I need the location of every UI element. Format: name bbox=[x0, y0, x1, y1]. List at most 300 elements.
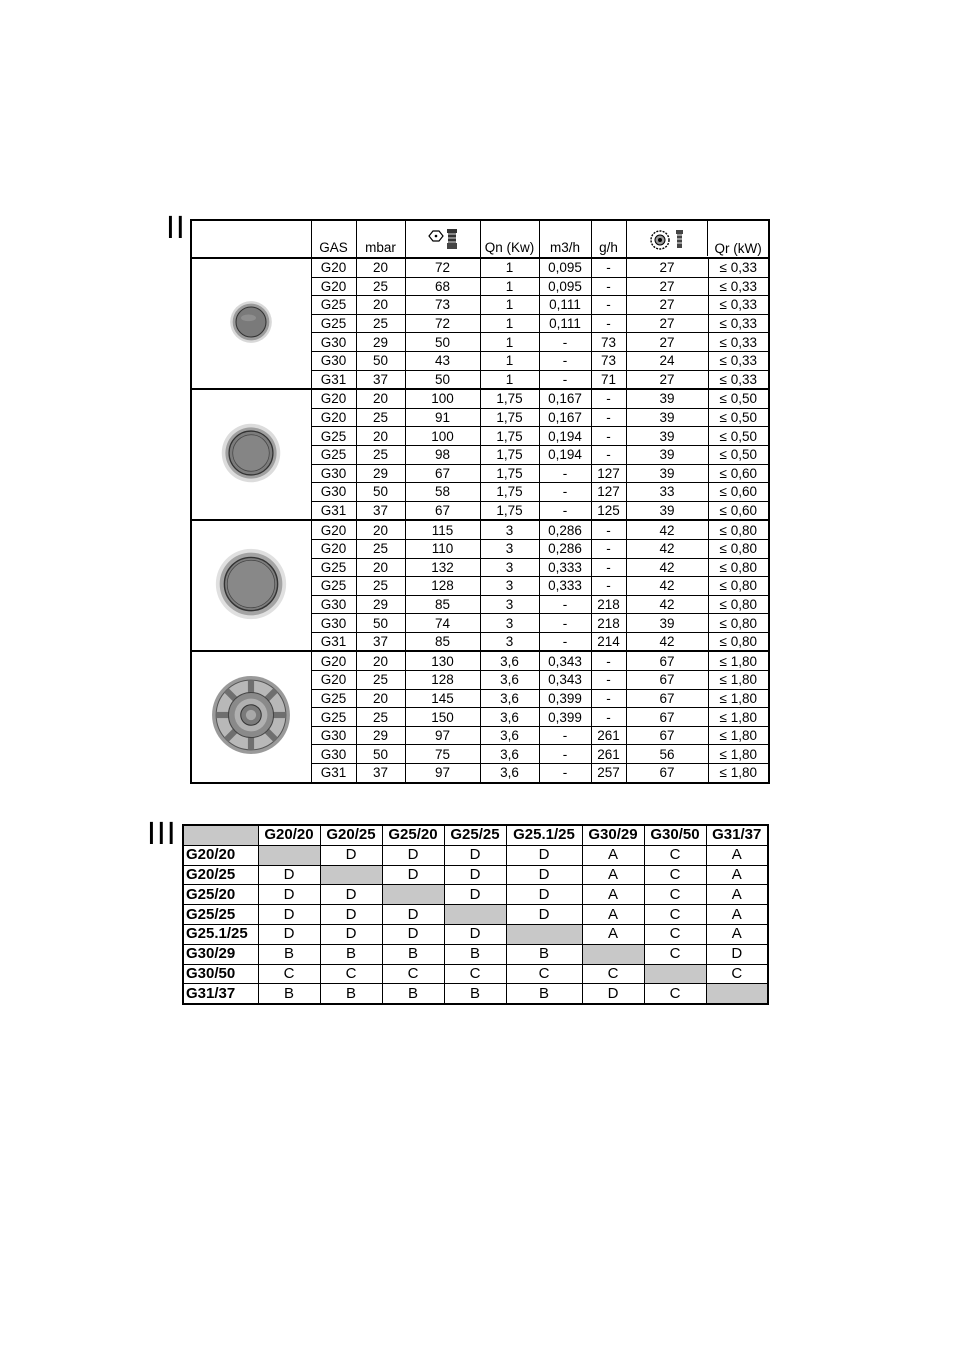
cell-gh: - bbox=[591, 708, 626, 727]
table-row bbox=[183, 964, 768, 984]
cell-qr: ≤ 1,80 bbox=[708, 745, 769, 764]
cell-gas: G30 bbox=[311, 595, 356, 614]
cell-injector: 50 bbox=[405, 370, 480, 389]
conversion-cell: C bbox=[382, 964, 444, 984]
cell-qr: ≤ 1,80 bbox=[708, 726, 769, 745]
cell-qn: 3 bbox=[480, 520, 539, 539]
conversion-cell: D bbox=[506, 885, 582, 905]
conversion-cell: D bbox=[320, 845, 382, 865]
cell-reduced: 27 bbox=[626, 314, 708, 333]
cell-gh: - bbox=[591, 314, 626, 333]
row-header: G30/29 bbox=[183, 944, 258, 964]
cell-m3h: - bbox=[539, 614, 591, 633]
cell-gas: G20 bbox=[311, 539, 356, 558]
column-header: G25.1/25 bbox=[506, 825, 582, 845]
conversion-cell: D bbox=[706, 944, 768, 964]
conversion-cell: D bbox=[444, 865, 506, 885]
shaded-cell bbox=[320, 865, 382, 885]
cell-reduced: 42 bbox=[626, 520, 708, 539]
cell-reduced: 67 bbox=[626, 708, 708, 727]
cell-gh: 127 bbox=[591, 483, 626, 502]
cell-injector: 100 bbox=[405, 427, 480, 446]
cell-injector: 91 bbox=[405, 408, 480, 427]
cell-reduced: 39 bbox=[626, 501, 708, 520]
cell-gh: - bbox=[591, 651, 626, 670]
cell-qn: 3 bbox=[480, 577, 539, 596]
cell-reduced: 27 bbox=[626, 277, 708, 296]
conversion-cell: D bbox=[258, 865, 320, 885]
shaded-cell bbox=[644, 964, 706, 984]
cell-mbar: 50 bbox=[356, 483, 405, 502]
cell-mbar: 25 bbox=[356, 577, 405, 596]
cell-injector: 72 bbox=[405, 314, 480, 333]
header-injector bbox=[405, 220, 480, 258]
cell-gh: 261 bbox=[591, 745, 626, 764]
conversion-cell: B bbox=[444, 944, 506, 964]
cell-m3h: - bbox=[539, 632, 591, 651]
cell-gh: 257 bbox=[591, 764, 626, 783]
conversion-cell: D bbox=[320, 905, 382, 925]
cell-reduced: 67 bbox=[626, 651, 708, 670]
cell-injector: 128 bbox=[405, 671, 480, 690]
cell-gh: - bbox=[591, 577, 626, 596]
conversion-cell: B bbox=[382, 984, 444, 1004]
cell-m3h: 0,194 bbox=[539, 445, 591, 464]
cell-gas: G20 bbox=[311, 671, 356, 690]
cell-gh: 218 bbox=[591, 614, 626, 633]
cell-qr: ≤ 1,80 bbox=[708, 671, 769, 690]
cell-m3h: - bbox=[539, 745, 591, 764]
conversion-cell: D bbox=[258, 924, 320, 944]
cell-qn: 1 bbox=[480, 296, 539, 315]
cell-reduced: 42 bbox=[626, 577, 708, 596]
cell-gh: - bbox=[591, 427, 626, 446]
cell-qn: 3,6 bbox=[480, 745, 539, 764]
cell-qr: ≤ 0,33 bbox=[708, 296, 769, 315]
cell-injector: 110 bbox=[405, 539, 480, 558]
cell-qn: 3,6 bbox=[480, 764, 539, 783]
cell-reduced: 39 bbox=[626, 408, 708, 427]
conversion-cell: D bbox=[320, 924, 382, 944]
cell-injector: 85 bbox=[405, 595, 480, 614]
header-blank bbox=[191, 220, 311, 258]
cell-injector: 132 bbox=[405, 558, 480, 577]
conversion-cell: A bbox=[706, 885, 768, 905]
cell-qn: 1,75 bbox=[480, 464, 539, 483]
cell-reduced: 39 bbox=[626, 464, 708, 483]
row-header: G31/37 bbox=[183, 984, 258, 1004]
burner-image-cell bbox=[191, 520, 311, 651]
cell-injector: 97 bbox=[405, 726, 480, 745]
table-row bbox=[183, 924, 768, 944]
cell-qr: ≤ 1,80 bbox=[708, 689, 769, 708]
cell-reduced: 67 bbox=[626, 689, 708, 708]
conversion-cell: D bbox=[382, 865, 444, 885]
conversion-cell: B bbox=[506, 984, 582, 1004]
header-reduced bbox=[626, 220, 769, 258]
cell-gas: G30 bbox=[311, 464, 356, 483]
cell-mbar: 25 bbox=[356, 539, 405, 558]
burner-image-cell bbox=[191, 258, 311, 389]
cell-qn: 3 bbox=[480, 539, 539, 558]
cell-injector: 67 bbox=[405, 501, 480, 520]
cell-gh: 218 bbox=[591, 595, 626, 614]
cell-reduced: 42 bbox=[626, 595, 708, 614]
shaded-cell bbox=[506, 924, 582, 944]
row-header: G25/25 bbox=[183, 905, 258, 925]
cell-reduced: 67 bbox=[626, 726, 708, 745]
conversion-cell: C bbox=[582, 964, 644, 984]
cell-m3h: 0,095 bbox=[539, 277, 591, 296]
conversion-cell: B bbox=[258, 944, 320, 964]
cell-injector: 130 bbox=[405, 651, 480, 670]
cell-injector: 67 bbox=[405, 464, 480, 483]
table-row bbox=[191, 651, 769, 670]
cell-qr: ≤ 0,60 bbox=[708, 464, 769, 483]
cell-gh: 125 bbox=[591, 501, 626, 520]
cell-m3h: 0,343 bbox=[539, 671, 591, 690]
shaded-cell bbox=[258, 845, 320, 865]
cell-gas: G25 bbox=[311, 708, 356, 727]
cell-gh: - bbox=[591, 558, 626, 577]
cell-qr: ≤ 0,80 bbox=[708, 558, 769, 577]
cell-m3h: - bbox=[539, 764, 591, 783]
table-row bbox=[191, 258, 769, 277]
row-header: G25.1/25 bbox=[183, 924, 258, 944]
cell-m3h: - bbox=[539, 501, 591, 520]
header-qn: Qn (Kw) bbox=[480, 220, 539, 258]
cell-qr: ≤ 0,33 bbox=[708, 314, 769, 333]
cell-gh: - bbox=[591, 408, 626, 427]
cell-mbar: 29 bbox=[356, 464, 405, 483]
cell-gas: G30 bbox=[311, 614, 356, 633]
conversion-cell: C bbox=[320, 964, 382, 984]
cell-qr: ≤ 0,33 bbox=[708, 258, 769, 277]
cell-gas: G20 bbox=[311, 651, 356, 670]
cell-gh: 214 bbox=[591, 632, 626, 651]
cell-m3h: 0,111 bbox=[539, 296, 591, 315]
cell-gas: G30 bbox=[311, 726, 356, 745]
conversion-cell: A bbox=[582, 865, 644, 885]
cell-mbar: 50 bbox=[356, 351, 405, 370]
header-gh: g/h bbox=[591, 220, 626, 258]
cell-qr: ≤ 0,60 bbox=[708, 501, 769, 520]
cell-reduced: 33 bbox=[626, 483, 708, 502]
cell-qr: ≤ 1,80 bbox=[708, 651, 769, 670]
triple-crown-burner-icon bbox=[210, 744, 292, 759]
cell-injector: 100 bbox=[405, 389, 480, 408]
cell-mbar: 25 bbox=[356, 671, 405, 690]
cell-qn: 1 bbox=[480, 370, 539, 389]
cell-gh: - bbox=[591, 671, 626, 690]
large-burner-icon bbox=[213, 610, 289, 625]
conversion-cell: C bbox=[444, 964, 506, 984]
table-row bbox=[183, 905, 768, 925]
cell-qr: ≤ 0,80 bbox=[708, 595, 769, 614]
cell-mbar: 25 bbox=[356, 277, 405, 296]
column-header: G30/50 bbox=[644, 825, 706, 845]
cell-m3h: 0,286 bbox=[539, 520, 591, 539]
cell-m3h: 0,167 bbox=[539, 408, 591, 427]
column-header: G20/20 bbox=[258, 825, 320, 845]
table3-header-row bbox=[183, 825, 768, 845]
conversion-cell: D bbox=[444, 885, 506, 905]
conversion-cell: C bbox=[258, 964, 320, 984]
shaded-cell bbox=[706, 984, 768, 1004]
conversion-cell: B bbox=[320, 984, 382, 1004]
conversion-cell: A bbox=[582, 924, 644, 944]
conversion-cell: C bbox=[706, 964, 768, 984]
conversion-cell: C bbox=[506, 964, 582, 984]
cell-m3h: 0,111 bbox=[539, 314, 591, 333]
cell-gas: G31 bbox=[311, 501, 356, 520]
cell-qr: ≤ 0,33 bbox=[708, 333, 769, 352]
cell-gh: 127 bbox=[591, 464, 626, 483]
conversion-cell: A bbox=[582, 845, 644, 865]
cell-gh: - bbox=[591, 539, 626, 558]
conversion-cell: D bbox=[320, 885, 382, 905]
conversion-cell: C bbox=[644, 905, 706, 925]
cell-qn: 3 bbox=[480, 614, 539, 633]
cell-qr: ≤ 0,80 bbox=[708, 520, 769, 539]
cell-qn: 3 bbox=[480, 558, 539, 577]
cell-qn: 1,75 bbox=[480, 389, 539, 408]
cell-injector: 150 bbox=[405, 708, 480, 727]
cell-gas: G20 bbox=[311, 258, 356, 277]
column-header: G30/29 bbox=[582, 825, 644, 845]
cell-injector: 50 bbox=[405, 333, 480, 352]
cell-injector: 73 bbox=[405, 296, 480, 315]
cell-m3h: - bbox=[539, 351, 591, 370]
cell-qr: ≤ 0,80 bbox=[708, 577, 769, 596]
cell-gas: G30 bbox=[311, 483, 356, 502]
cell-gas: G30 bbox=[311, 745, 356, 764]
cell-mbar: 50 bbox=[356, 614, 405, 633]
cell-gas: G31 bbox=[311, 632, 356, 651]
header-qr: Qr (kW) bbox=[707, 221, 768, 256]
cell-qn: 1 bbox=[480, 351, 539, 370]
table-row bbox=[183, 984, 768, 1004]
shaded-cell bbox=[582, 944, 644, 964]
cell-gas: G31 bbox=[311, 764, 356, 783]
cell-mbar: 20 bbox=[356, 520, 405, 539]
cell-mbar: 29 bbox=[356, 333, 405, 352]
burner-group bbox=[191, 258, 769, 389]
cell-m3h: 0,194 bbox=[539, 427, 591, 446]
column-header: G31/37 bbox=[706, 825, 768, 845]
cell-gas: G20 bbox=[311, 408, 356, 427]
burner-gas-table bbox=[190, 219, 770, 784]
cell-injector: 72 bbox=[405, 258, 480, 277]
conversion-cell: A bbox=[706, 845, 768, 865]
cell-gh: 73 bbox=[591, 351, 626, 370]
conversion-cell: C bbox=[644, 944, 706, 964]
medium-burner-icon bbox=[219, 473, 283, 488]
cell-mbar: 37 bbox=[356, 501, 405, 520]
cell-m3h: - bbox=[539, 726, 591, 745]
cell-mbar: 25 bbox=[356, 445, 405, 464]
conversion-cell: D bbox=[506, 845, 582, 865]
cell-mbar: 29 bbox=[356, 726, 405, 745]
cell-reduced: 67 bbox=[626, 764, 708, 783]
cell-reduced: 27 bbox=[626, 258, 708, 277]
cell-gas: G25 bbox=[311, 689, 356, 708]
cell-qn: 3,6 bbox=[480, 708, 539, 727]
conversion-cell: D bbox=[506, 905, 582, 925]
shaded-cell bbox=[444, 905, 506, 925]
row-header: G20/20 bbox=[183, 845, 258, 865]
cell-mbar: 20 bbox=[356, 558, 405, 577]
row-header: G25/20 bbox=[183, 885, 258, 905]
cell-mbar: 25 bbox=[356, 408, 405, 427]
conversion-cell: D bbox=[382, 845, 444, 865]
cell-qr: ≤ 0,50 bbox=[708, 445, 769, 464]
cell-m3h: - bbox=[539, 333, 591, 352]
header-m3h: m3/h bbox=[539, 220, 591, 258]
header-gas: GAS bbox=[311, 220, 356, 258]
conversion-cell: D bbox=[382, 905, 444, 925]
cell-mbar: 29 bbox=[356, 595, 405, 614]
table-row bbox=[183, 885, 768, 905]
cell-qr: ≤ 0,80 bbox=[708, 539, 769, 558]
cell-injector: 85 bbox=[405, 632, 480, 651]
cell-mbar: 25 bbox=[356, 708, 405, 727]
cell-reduced: 39 bbox=[626, 427, 708, 446]
conversion-cell: A bbox=[582, 905, 644, 925]
conversion-cell: C bbox=[644, 845, 706, 865]
table2-header-row bbox=[191, 220, 769, 258]
cell-m3h: 0,286 bbox=[539, 539, 591, 558]
cell-qn: 3 bbox=[480, 632, 539, 651]
conversion-cell: D bbox=[444, 924, 506, 944]
cell-injector: 115 bbox=[405, 520, 480, 539]
conversion-cell: B bbox=[320, 944, 382, 964]
cell-m3h: - bbox=[539, 464, 591, 483]
cell-gh: - bbox=[591, 296, 626, 315]
cell-qn: 1 bbox=[480, 333, 539, 352]
gas-conversion-table bbox=[182, 824, 769, 1005]
cell-mbar: 20 bbox=[356, 651, 405, 670]
cell-m3h: 0,333 bbox=[539, 577, 591, 596]
conversion-cell: D bbox=[258, 905, 320, 925]
cell-mbar: 20 bbox=[356, 689, 405, 708]
cell-qr: ≤ 0,50 bbox=[708, 408, 769, 427]
section-label-iii: III bbox=[147, 817, 177, 852]
cell-injector: 75 bbox=[405, 745, 480, 764]
conversion-cell: D bbox=[582, 984, 644, 1004]
cell-qr: ≤ 0,50 bbox=[708, 389, 769, 408]
column-header: G25/25 bbox=[444, 825, 506, 845]
cell-reduced: 27 bbox=[626, 296, 708, 315]
cell-reduced: 39 bbox=[626, 445, 708, 464]
conversion-cell: D bbox=[444, 845, 506, 865]
conversion-cell: B bbox=[382, 944, 444, 964]
cell-reduced: 27 bbox=[626, 370, 708, 389]
cell-injector: 97 bbox=[405, 764, 480, 783]
cell-gas: G20 bbox=[311, 389, 356, 408]
cell-m3h: 0,333 bbox=[539, 558, 591, 577]
cell-injector: 145 bbox=[405, 689, 480, 708]
cell-qr: ≤ 0,33 bbox=[708, 370, 769, 389]
cell-gas: G25 bbox=[311, 296, 356, 315]
cell-qr: ≤ 0,50 bbox=[708, 427, 769, 446]
conversion-cell: D bbox=[258, 885, 320, 905]
cell-qn: 3 bbox=[480, 595, 539, 614]
cell-gh: 261 bbox=[591, 726, 626, 745]
cell-qn: 1 bbox=[480, 314, 539, 333]
cell-mbar: 20 bbox=[356, 296, 405, 315]
cell-qr: ≤ 0,33 bbox=[708, 277, 769, 296]
cell-qn: 1,75 bbox=[480, 445, 539, 464]
cell-m3h: 0,095 bbox=[539, 258, 591, 277]
cell-gas: G31 bbox=[311, 370, 356, 389]
small-burner-icon bbox=[226, 335, 276, 350]
cell-injector: 68 bbox=[405, 277, 480, 296]
cell-mbar: 20 bbox=[356, 389, 405, 408]
cell-qn: 3,6 bbox=[480, 671, 539, 690]
cell-gas: G30 bbox=[311, 351, 356, 370]
cell-m3h: 0,167 bbox=[539, 389, 591, 408]
cell-reduced: 67 bbox=[626, 671, 708, 690]
row-header: G30/50 bbox=[183, 964, 258, 984]
conversion-cell: D bbox=[382, 924, 444, 944]
cell-gas: G25 bbox=[311, 445, 356, 464]
conversion-cell: C bbox=[644, 865, 706, 885]
table-row bbox=[191, 389, 769, 408]
cell-injector: 74 bbox=[405, 614, 480, 633]
burner-image-cell bbox=[191, 651, 311, 782]
cell-gas: G25 bbox=[311, 314, 356, 333]
cell-m3h: 0,399 bbox=[539, 708, 591, 727]
cell-qr: ≤ 1,80 bbox=[708, 708, 769, 727]
cell-gh: - bbox=[591, 258, 626, 277]
cell-gas: G30 bbox=[311, 333, 356, 352]
cell-qn: 1,75 bbox=[480, 501, 539, 520]
cell-qn: 1 bbox=[480, 277, 539, 296]
conversion-cell: B bbox=[444, 984, 506, 1004]
conversion-cell: A bbox=[706, 905, 768, 925]
cell-mbar: 25 bbox=[356, 314, 405, 333]
cell-gh: - bbox=[591, 277, 626, 296]
cell-qr: ≤ 0,80 bbox=[708, 614, 769, 633]
cell-reduced: 42 bbox=[626, 539, 708, 558]
cell-qr: ≤ 1,80 bbox=[708, 764, 769, 783]
conversion-cell: A bbox=[582, 885, 644, 905]
shaded-cell bbox=[382, 885, 444, 905]
cell-gh: - bbox=[591, 689, 626, 708]
cell-qn: 1,75 bbox=[480, 408, 539, 427]
cell-injector: 128 bbox=[405, 577, 480, 596]
cell-gas: G20 bbox=[311, 520, 356, 539]
cell-mbar: 37 bbox=[356, 764, 405, 783]
conversion-cell: A bbox=[706, 924, 768, 944]
cell-gas: G25 bbox=[311, 577, 356, 596]
cell-injector: 43 bbox=[405, 351, 480, 370]
column-header: G20/25 bbox=[320, 825, 382, 845]
column-header: G25/20 bbox=[382, 825, 444, 845]
cell-m3h: - bbox=[539, 483, 591, 502]
cell-gas: G25 bbox=[311, 558, 356, 577]
cell-gh: - bbox=[591, 520, 626, 539]
row-header: G20/25 bbox=[183, 865, 258, 885]
burner-group bbox=[191, 520, 769, 651]
cell-reduced: 39 bbox=[626, 389, 708, 408]
cell-qn: 3,6 bbox=[480, 689, 539, 708]
conversion-cell: B bbox=[506, 944, 582, 964]
cell-gh: - bbox=[591, 389, 626, 408]
cell-mbar: 20 bbox=[356, 427, 405, 446]
table-row bbox=[183, 865, 768, 885]
